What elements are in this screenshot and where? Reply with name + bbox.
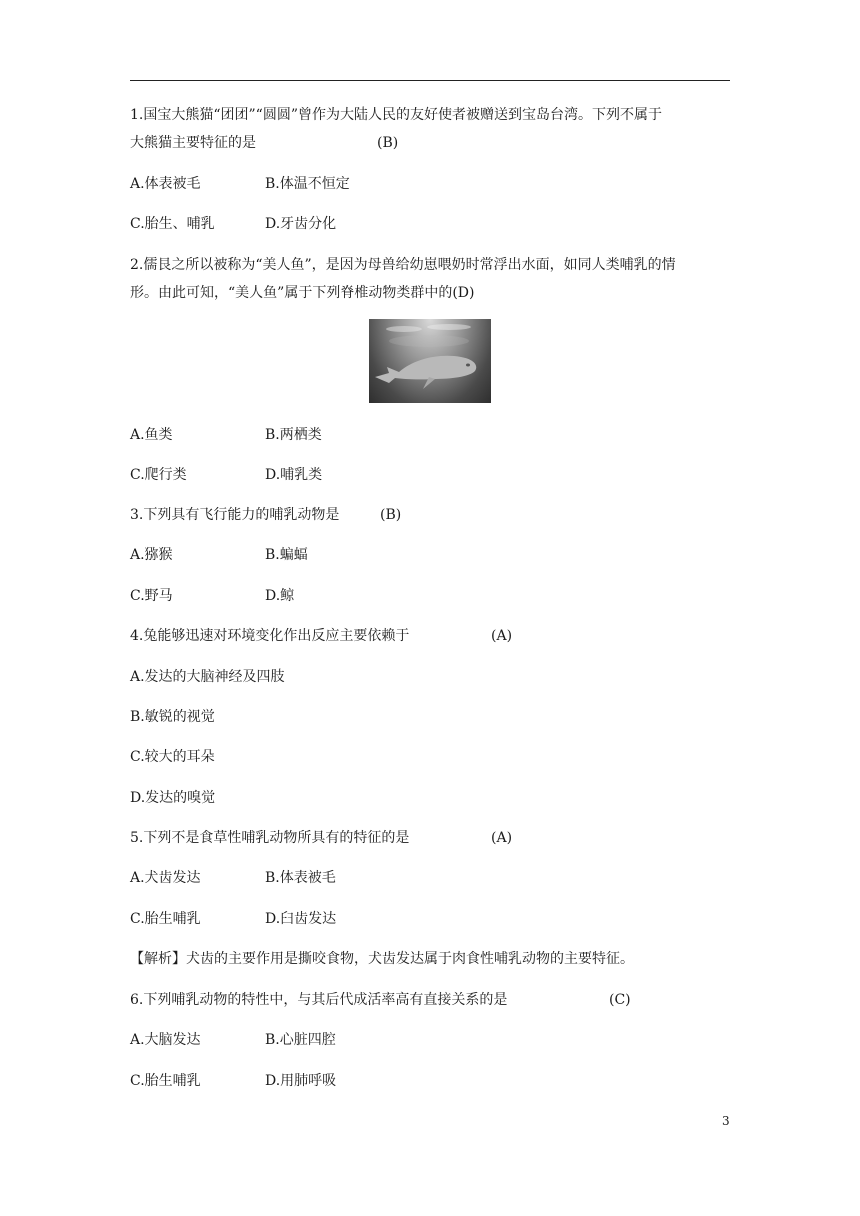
q2-option-a: A.鱼类 (130, 427, 173, 443)
q4-option-b: B.敏锐的视觉 (130, 709, 215, 725)
q1-option-c: C.胎生、哺乳 (130, 216, 215, 232)
q6-option-c: C.胎生哺乳 (130, 1073, 201, 1089)
q5-option-a: A.犬齿发达 (130, 870, 201, 886)
q4-option-c: C.较大的耳朵 (130, 749, 215, 765)
q5-option-c: C.胎生哺乳 (130, 911, 201, 927)
q3-stem: 3.下列具有飞行能力的哺乳动物是 (130, 507, 340, 523)
q4-stem: 4.兔能够迅速对环境变化作出反应主要依赖于 (130, 628, 410, 644)
q4-option-d: D.发达的嗅觉 (130, 790, 216, 806)
q1-option-a: A.体表被毛 (130, 176, 201, 192)
dugong-photo (369, 319, 491, 403)
q5-option-b: B.体表被毛 (265, 870, 336, 886)
q3-option-d: D.鲸 (265, 588, 295, 604)
q3-option-c: C.野马 (130, 588, 173, 604)
q6-option-b: B.心脏四腔 (265, 1032, 336, 1048)
q2-stem-line2: 形。由此可知，“美人鱼”属于下列脊椎动物类群中的(D) (130, 285, 475, 301)
header-rule (130, 80, 730, 81)
q1-option-b: B.体温不恒定 (265, 176, 350, 192)
q2-stem-line1: 2.儒艮之所以被称为“美人鱼”，是因为母兽给幼崽喂奶时常浮出水面，如同人类哺乳的情 (130, 257, 676, 273)
q3-answer: (B) (380, 507, 402, 523)
q2-option-d: D.哺乳类 (265, 467, 323, 483)
q4-answer: (A) (491, 628, 513, 644)
q6-option-d: D.用肺呼吸 (265, 1073, 337, 1089)
q3-option-b: B.蝙蝠 (265, 547, 308, 563)
q1-option-d: D.牙齿分化 (265, 216, 337, 232)
q6-option-a: A.大脑发达 (130, 1032, 201, 1048)
q5-analysis: 【解析】犬齿的主要作用是撕咬食物，犬齿发达属于肉食性哺乳动物的主要特征。 (130, 951, 634, 967)
dugong-illustration (369, 319, 491, 403)
q1-stem-line2: 大熊猫主要特征的是 (130, 135, 256, 151)
q6-answer: (C) (609, 992, 631, 1008)
q5-stem: 5.下列不是食草性哺乳动物所具有的特征的是 (130, 830, 410, 846)
q5-option-d: D.臼齿发达 (265, 911, 337, 927)
q6-stem: 6.下列哺乳动物的特性中，与其后代成活率高有直接关系的是 (130, 992, 508, 1008)
q5-answer: (A) (491, 830, 513, 846)
q2-option-b: B.两栖类 (265, 427, 322, 443)
q3-option-a: A.猕猴 (130, 547, 173, 563)
q4-option-a: A.发达的大脑神经及四肢 (130, 669, 285, 685)
q1-answer: (B) (377, 135, 399, 151)
page-number: 3 (722, 1114, 730, 1128)
q1-stem-line1: 1.国宝大熊猫“团团”“圆圆”曾作为大陆人民的友好使者被赠送到宝岛台湾。下列不属于 (130, 107, 662, 123)
q2-option-c: C.爬行类 (130, 467, 187, 483)
